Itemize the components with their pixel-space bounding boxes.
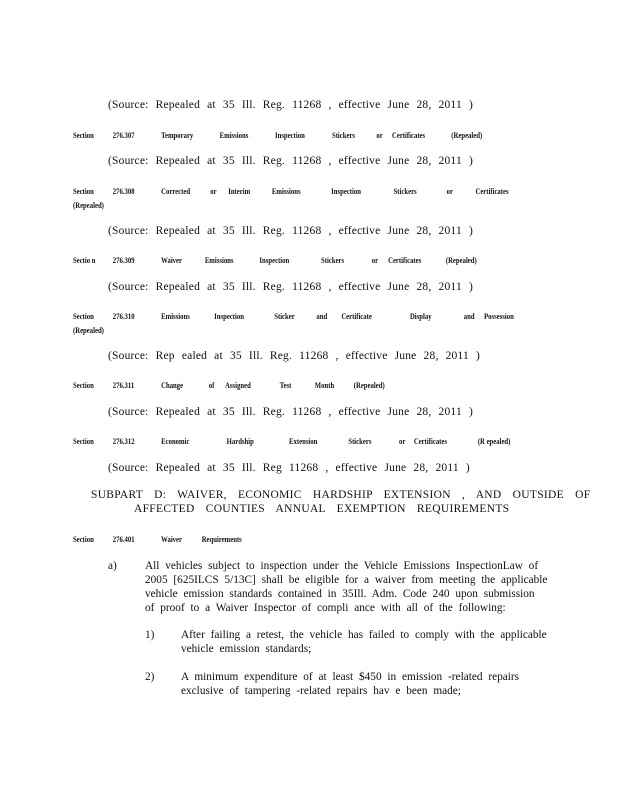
subpart-heading-line2: AFFECTED COUNTIES ANNUAL EXEMPTION REQUIREMENTS (134, 503, 510, 515)
source-note: (Source: Repealed at 35 Ill. Reg. 11268 , effective June 28, 2011 ) (108, 155, 473, 167)
section-number: 276.308 (112, 186, 135, 196)
section-number: 276.311 (112, 380, 135, 390)
section-title-word: (Repealed) (445, 255, 477, 265)
section-title-word: Inspection (259, 255, 290, 265)
paragraph-marker: a) (108, 560, 117, 572)
section-title-word: (Repealed) (353, 380, 385, 390)
section-label: Sectio n (73, 255, 96, 265)
section-title-word: and (463, 311, 475, 321)
section-heading (73, 380, 510, 392)
item-line: vehicle emission standards; (181, 643, 312, 655)
section-title-word: Certificates (392, 130, 426, 140)
section-title-word: Emissions (204, 255, 234, 265)
section-title-word: Inspection (275, 130, 305, 140)
section-label: Section (73, 130, 94, 140)
source-note: (Source: Repealed at 35 Ill. Reg. 11268 , effective June 28, 2011 ) (108, 281, 473, 293)
section-title-word: Waiver (161, 255, 182, 265)
section-heading (73, 311, 525, 323)
paragraph-line: 2005 [625ILCS 5/13C] shall be eligible for a waiver from meeting the applicable (145, 574, 548, 586)
section-label: Section (73, 534, 94, 544)
section-number: 276.309 (112, 255, 135, 265)
section-title-word: Sticker (274, 311, 295, 321)
paragraph-line: All vehicles subject to inspection under the Vehicle Emissions InspectionLaw of (145, 560, 539, 572)
item-marker: 2) (145, 671, 155, 683)
section-heading (73, 255, 510, 267)
subpart-heading-line1: SUBPART D: WAIVER, ECONOMIC HARDSHIP EXTENSION , AND OUTSIDE OF (91, 489, 591, 501)
source-note: (Source: Repealed at 35 Ill. Reg 11268 , effective June 28, 2011 ) (108, 462, 470, 474)
section-title-word: Stickers (393, 186, 417, 196)
section-title-word: Assigned (225, 380, 251, 390)
section-heading (73, 534, 385, 546)
source-note: (Source: Repealed at 35 Ill. Reg. 11268 , effective June 28, 2011 ) (108, 99, 473, 111)
section-title-word: Test (279, 380, 292, 390)
section-title-word: Temporary (161, 130, 194, 140)
item-line: After failing a retest, the vehicle has failed to comply with the applicable (181, 629, 547, 641)
section-title-word: Certificates (388, 255, 422, 265)
section-title-word: Interim (228, 186, 251, 196)
section-title-wrap: (Repealed) (73, 200, 104, 210)
section-number: 276.401 (112, 534, 135, 544)
section-title-word: Corrected (161, 186, 191, 196)
section-title-wrap: (Repealed) (73, 325, 104, 335)
section-title-word: Hardship (226, 436, 254, 446)
section-title-word: Certificates (475, 186, 509, 196)
section-title-word: of (208, 380, 215, 390)
section-title-word: Certificate (341, 311, 372, 321)
section-label: Section (73, 380, 94, 390)
item-marker: 1) (145, 629, 155, 641)
section-title-word: Extension (289, 436, 318, 446)
section-title-word: or (210, 186, 217, 196)
source-note: (Source: Repealed at 35 Ill. Reg. 11268 , effective June 28, 2011 ) (108, 225, 473, 237)
section-title-word: Waiver (161, 534, 182, 544)
section-title-word: Inspection (214, 311, 244, 321)
section-number: 276.307 (112, 130, 135, 140)
section-title-word: or (399, 436, 406, 446)
paragraph-line: vehicle emission standards contained in 35Ill. Adm. Code 240 upon submission (145, 588, 535, 600)
section-title-word: Certificates (413, 436, 447, 446)
item-line: exclusive of tampering -related repairs hav e been made; (181, 685, 461, 697)
section-title-word: or (376, 130, 383, 140)
section-title-word: Emissions (271, 186, 301, 196)
section-title-word: Month (314, 380, 335, 390)
section-title-word: Stickers (348, 436, 372, 446)
item-line: A minimum expenditure of at least $450 in emission -related repairs (181, 671, 520, 683)
section-heading (73, 436, 510, 448)
section-title-word: Emissions (161, 311, 190, 321)
section-title-word: Economic (161, 436, 190, 446)
section-number: 276.310 (112, 311, 135, 321)
section-title-word: Stickers (331, 130, 356, 140)
section-title-word: Display (409, 311, 432, 321)
section-title-word: or (371, 255, 379, 265)
section-title-word: (R epealed) (477, 436, 511, 446)
paragraph-line: of proof to a Waiver Inspector of compli ance with all of the following: (145, 602, 506, 614)
section-label: Section (73, 186, 94, 196)
section-title-word: (Repealed) (451, 130, 483, 140)
section-heading (73, 130, 510, 142)
section-number: 276.312 (112, 436, 135, 446)
section-title-word: or (446, 186, 453, 196)
source-note: (Source: Repealed at 35 Ill. Reg. 11268 , effective June 28, 2011 ) (108, 406, 473, 418)
section-label: Section (73, 311, 94, 321)
section-label: Section (73, 436, 94, 446)
section-title-word: Inspection (331, 186, 361, 196)
section-title-word: Change (161, 380, 184, 390)
section-heading (73, 186, 510, 198)
section-title-word: Stickers (321, 255, 345, 265)
section-title-word: Possession (484, 311, 514, 321)
source-note: (Source: Rep ealed at 35 Ill. Reg. 11268 , effective June 28, 2011 ) (108, 350, 481, 362)
section-title-word: Requirements (201, 534, 242, 544)
section-title-word: and (316, 311, 328, 321)
section-title-word: Emissions (219, 130, 249, 140)
